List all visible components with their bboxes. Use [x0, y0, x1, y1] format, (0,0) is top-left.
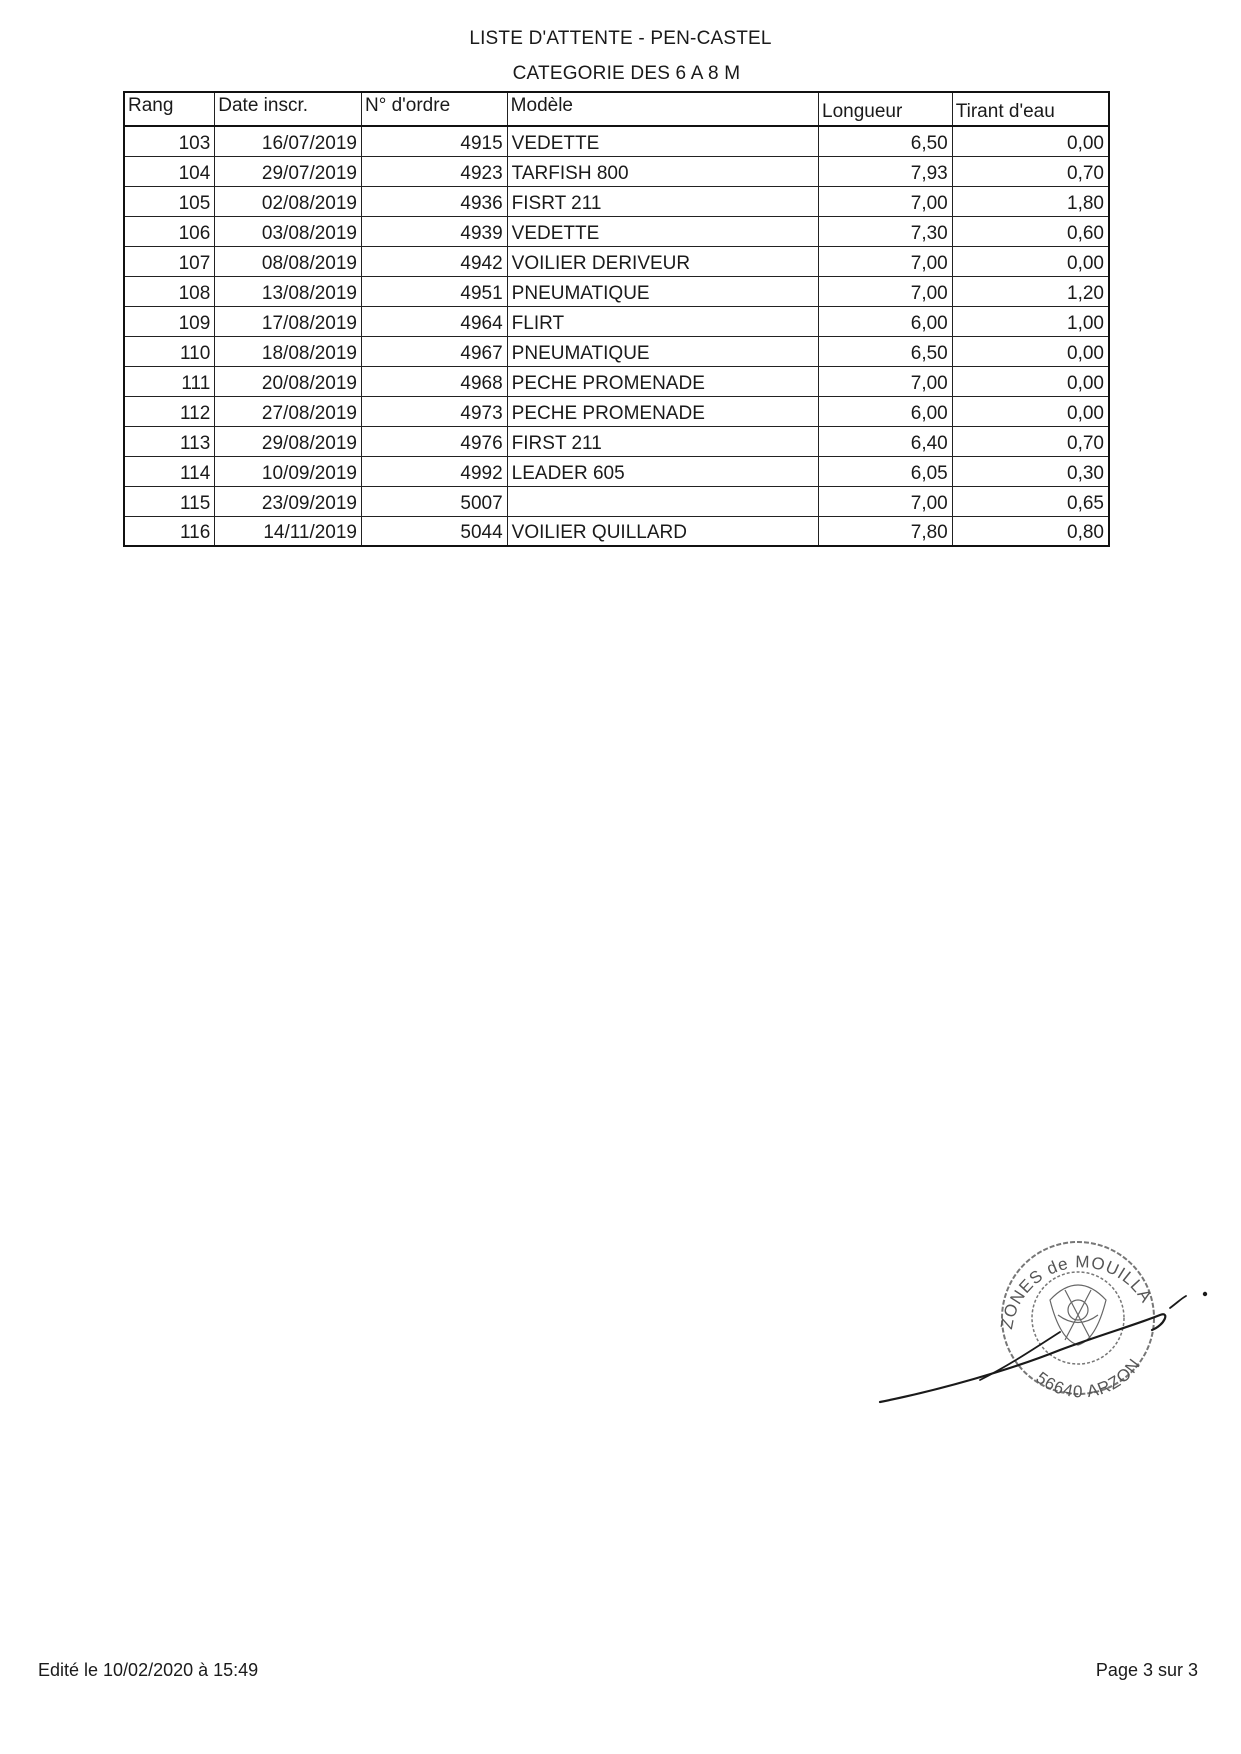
table-row — [124, 126, 1109, 156]
cell-longueur: 7,00 — [819, 486, 953, 516]
cell-longueur: 7,93 — [819, 156, 953, 186]
cell-date-inscr: 20/08/2019 — [215, 366, 362, 396]
cell-date-inscr: 17/08/2019 — [215, 306, 362, 336]
header-longueur: Longueur — [819, 92, 953, 126]
cell-tirant-eau: 1,00 — [952, 306, 1109, 336]
footer-page-number: Page 3 sur 3 — [1095, 1660, 1198, 1680]
cell-rang: 109 — [124, 306, 215, 336]
cell-date-inscr: 13/08/2019 — [215, 276, 362, 306]
cell-tirant-eau: 0,00 — [952, 246, 1109, 276]
header-date-inscr: Date inscr. — [215, 92, 362, 126]
cell-tirant-eau: 0,70 — [952, 426, 1109, 456]
cell-rang: 111 — [124, 366, 215, 396]
cell-tirant-eau: 0,30 — [952, 456, 1109, 486]
cell-modele: PNEUMATIQUE — [507, 336, 818, 366]
cell-longueur: 6,50 — [819, 336, 953, 366]
table-row — [124, 306, 1109, 336]
cell-rang: 108 — [124, 276, 215, 306]
cell-tirant-eau: 0,00 — [952, 336, 1109, 366]
header-numero-ordre: N° d'ordre — [362, 92, 508, 126]
table-row — [124, 516, 1109, 546]
cell-rang: 114 — [124, 456, 215, 486]
cell-date-inscr: 14/11/2019 — [215, 516, 362, 546]
cell-numero-ordre: 5044 — [362, 516, 508, 546]
seal-stamp-icon — [860, 1230, 1240, 1430]
cell-longueur: 6,00 — [819, 396, 953, 426]
cell-numero-ordre: 4967 — [362, 336, 508, 366]
cell-longueur: 7,00 — [819, 276, 953, 306]
cell-tirant-eau: 0,00 — [952, 366, 1109, 396]
svg-text:56640 ARZON: 56640 ARZON — [1032, 1354, 1145, 1402]
table-body — [124, 126, 1109, 546]
cell-numero-ordre: 5007 — [362, 486, 508, 516]
cell-modele: VOILIER QUILLARD — [507, 516, 818, 546]
footer-edited-date: Edité le 10/02/2020 à 15:49 — [38, 1660, 259, 1680]
waiting-list-table — [123, 91, 1110, 547]
cell-date-inscr: 16/07/2019 — [215, 126, 362, 156]
cell-rang: 107 — [124, 246, 215, 276]
cell-rang: 105 — [124, 186, 215, 216]
cell-tirant-eau: 1,20 — [952, 276, 1109, 306]
cell-longueur: 6,40 — [819, 426, 953, 456]
cell-longueur: 6,05 — [819, 456, 953, 486]
cell-date-inscr: 27/08/2019 — [215, 396, 362, 426]
table-row — [124, 426, 1109, 456]
table-row — [124, 216, 1109, 246]
cell-numero-ordre: 4915 — [362, 126, 508, 156]
svg-text:ZONES de MOUILLAGES: ZONES de MOUILLA — [997, 1252, 1157, 1331]
cell-tirant-eau: 0,00 — [952, 126, 1109, 156]
cell-longueur: 7,80 — [819, 516, 953, 546]
table-header-row — [124, 92, 1109, 126]
cell-modele: PECHE PROMENADE — [507, 396, 818, 426]
cell-modele: VEDETTE — [507, 216, 818, 246]
cell-modele — [507, 486, 818, 516]
cell-longueur: 7,00 — [819, 246, 953, 276]
document-title: LISTE D'ATTENTE - PEN-CASTEL — [469, 28, 772, 49]
cell-numero-ordre: 4973 — [362, 396, 508, 426]
cell-modele: PECHE PROMENADE — [507, 366, 818, 396]
stamp-and-signature — [860, 1230, 1240, 1430]
cell-longueur: 6,50 — [819, 126, 953, 156]
table-row — [124, 336, 1109, 366]
cell-rang: 104 — [124, 156, 215, 186]
cell-tirant-eau: 0,60 — [952, 216, 1109, 246]
cell-rang: 106 — [124, 216, 215, 246]
header-rang: Rang — [124, 92, 215, 126]
cell-tirant-eau: 1,80 — [952, 186, 1109, 216]
header-tirant-eau: Tirant d'eau — [952, 92, 1109, 126]
table-row — [124, 276, 1109, 306]
cell-longueur: 7,30 — [819, 216, 953, 246]
cell-modele: FISRT 211 — [507, 186, 818, 216]
cell-modele: FIRST 211 — [507, 426, 818, 456]
cell-numero-ordre: 4939 — [362, 216, 508, 246]
cell-longueur: 7,00 — [819, 366, 953, 396]
cell-numero-ordre: 4951 — [362, 276, 508, 306]
cell-modele: FLIRT — [507, 306, 818, 336]
cell-date-inscr: 18/08/2019 — [215, 336, 362, 366]
table-row — [124, 186, 1109, 216]
cell-rang: 110 — [124, 336, 215, 366]
table-row — [124, 396, 1109, 426]
cell-longueur: 7,00 — [819, 186, 953, 216]
table-row — [124, 156, 1109, 186]
cell-numero-ordre: 4992 — [362, 456, 508, 486]
cell-rang: 112 — [124, 396, 215, 426]
cell-numero-ordre: 4964 — [362, 306, 508, 336]
cell-date-inscr: 02/08/2019 — [215, 186, 362, 216]
cell-tirant-eau: 0,65 — [952, 486, 1109, 516]
cell-rang: 115 — [124, 486, 215, 516]
cell-numero-ordre: 4942 — [362, 246, 508, 276]
table-row — [124, 366, 1109, 396]
cell-tirant-eau: 0,00 — [952, 396, 1109, 426]
table-row — [124, 456, 1109, 486]
cell-numero-ordre: 4936 — [362, 186, 508, 216]
header-modele: Modèle — [507, 92, 818, 126]
cell-date-inscr: 10/09/2019 — [215, 456, 362, 486]
cell-longueur: 6,00 — [819, 306, 953, 336]
cell-date-inscr: 29/07/2019 — [215, 156, 362, 186]
cell-modele: TARFISH 800 — [507, 156, 818, 186]
cell-tirant-eau: 0,70 — [952, 156, 1109, 186]
document-subtitle: CATEGORIE DES 6 A 8 M — [512, 63, 741, 84]
cell-numero-ordre: 4976 — [362, 426, 508, 456]
table-row — [124, 486, 1109, 516]
cell-tirant-eau: 0,80 — [952, 516, 1109, 546]
cell-modele: PNEUMATIQUE — [507, 276, 818, 306]
cell-modele: VOILIER DERIVEUR — [507, 246, 818, 276]
cell-rang: 103 — [124, 126, 215, 156]
table-row — [124, 246, 1109, 276]
cell-date-inscr: 08/08/2019 — [215, 246, 362, 276]
cell-modele: VEDETTE — [507, 126, 818, 156]
cell-date-inscr: 23/09/2019 — [215, 486, 362, 516]
cell-modele: LEADER 605 — [507, 456, 818, 486]
cell-numero-ordre: 4968 — [362, 366, 508, 396]
cell-rang: 113 — [124, 426, 215, 456]
cell-date-inscr: 29/08/2019 — [215, 426, 362, 456]
cell-rang: 116 — [124, 516, 215, 546]
cell-date-inscr: 03/08/2019 — [215, 216, 362, 246]
cell-numero-ordre: 4923 — [362, 156, 508, 186]
